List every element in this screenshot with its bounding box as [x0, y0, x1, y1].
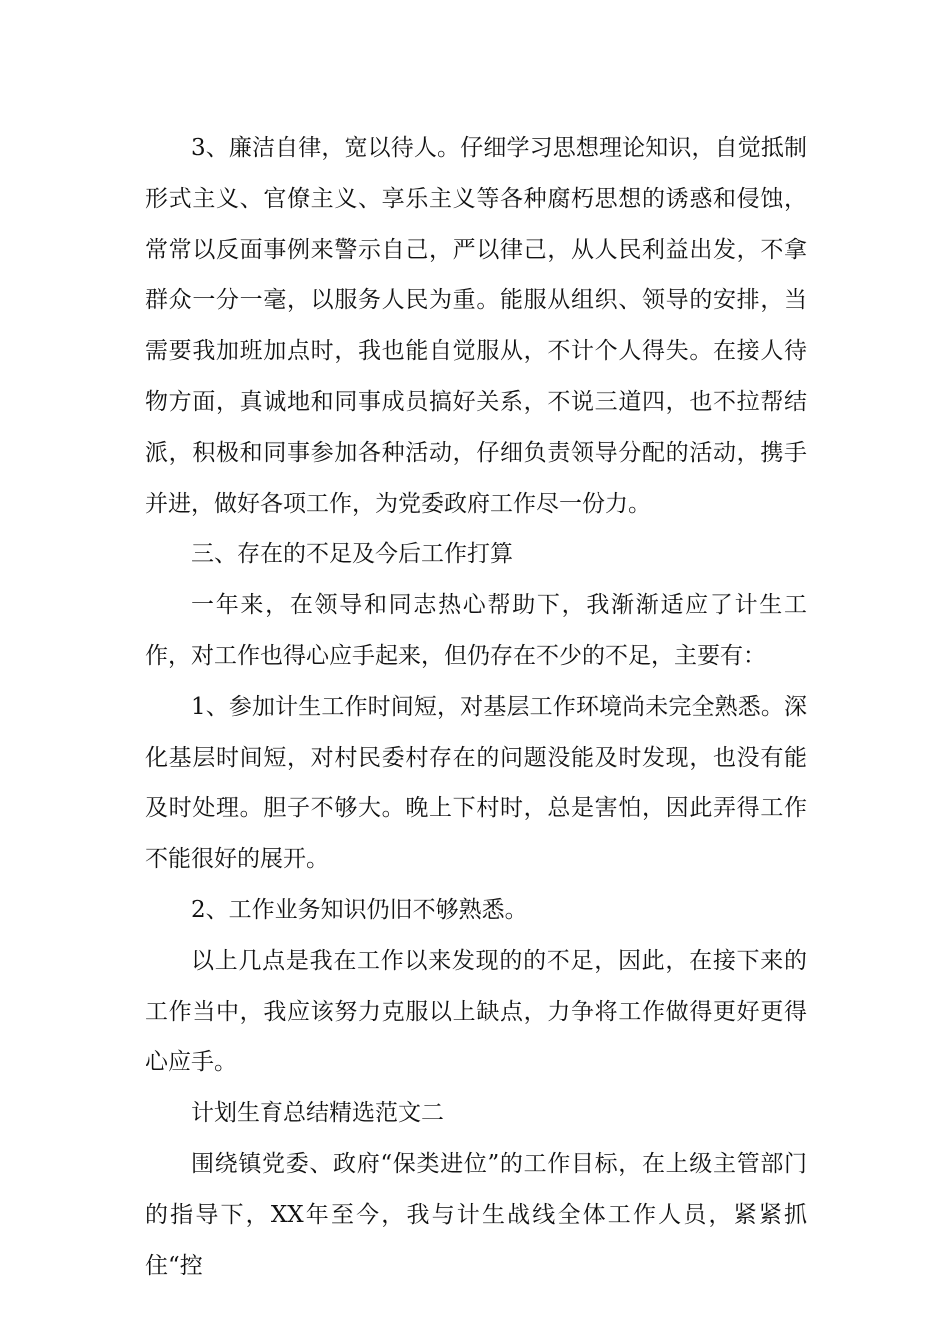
paragraph-integrity: 3、廉洁自律，宽以待人。仔细学习思想理论知识，自觉抵制形式主义、官僚主义、享乐主义等各种腐朽思想的诱惑和侵蚀，常常以反面事例来警示自己，严以律己，从人民利益出发，不拿群众一分一毫，以服务人民为重。能服从组织、领导的安排，当需要我加班加点时，我也能自觉服从，不计个人得失。在接人待物方面，真诚地和同事成员搞好关系，不说三道四，也不拉帮结派，积极和同事参加各种活动，仔细负责领导分配的活动，携手并进，做好各项工作，为党委政府工作尽一份力。: [145, 135, 807, 517]
paragraph-sample-two-intro: 围绕镇党委、政府“保类进位”的工作目标，在上级主管部门的指导下，XX年至今，我与计生战线全体工作人员，紧紧抓住“控: [145, 1150, 807, 1279]
paragraph-shortcoming-2: 2、工作业务知识仍旧不够熟悉。: [191, 896, 528, 923]
section-heading-shortcomings: 三、存在的不足及今后工作打算: [191, 541, 513, 568]
document-body: [145, 123, 807, 1291]
section-heading-sample-two: 计划生育总结精选范文二: [191, 1100, 444, 1127]
paragraph-year-summary: 一年来，在领导和同志热心帮助下，我渐渐适应了计生工作，对工作也得心应手起来，但仍存在不少的不足，主要有：: [145, 592, 807, 669]
paragraph-shortcoming-1: 1、参加计生工作时间短，对基层工作环境尚未完全熟悉。深化基层时间短，对村民委村存在的问题没能及时发现，也没有能及时处理。胆子不够大。晚上下村时，总是害怕，因此弄得工作不能很好的展开。: [145, 693, 807, 873]
paragraph-conclusion: 以上几点是我在工作以来发现的的不足，因此，在接下来的工作当中，我应该努力克服以上缺点，力争将工作做得更好更得心应手。: [145, 947, 807, 1076]
